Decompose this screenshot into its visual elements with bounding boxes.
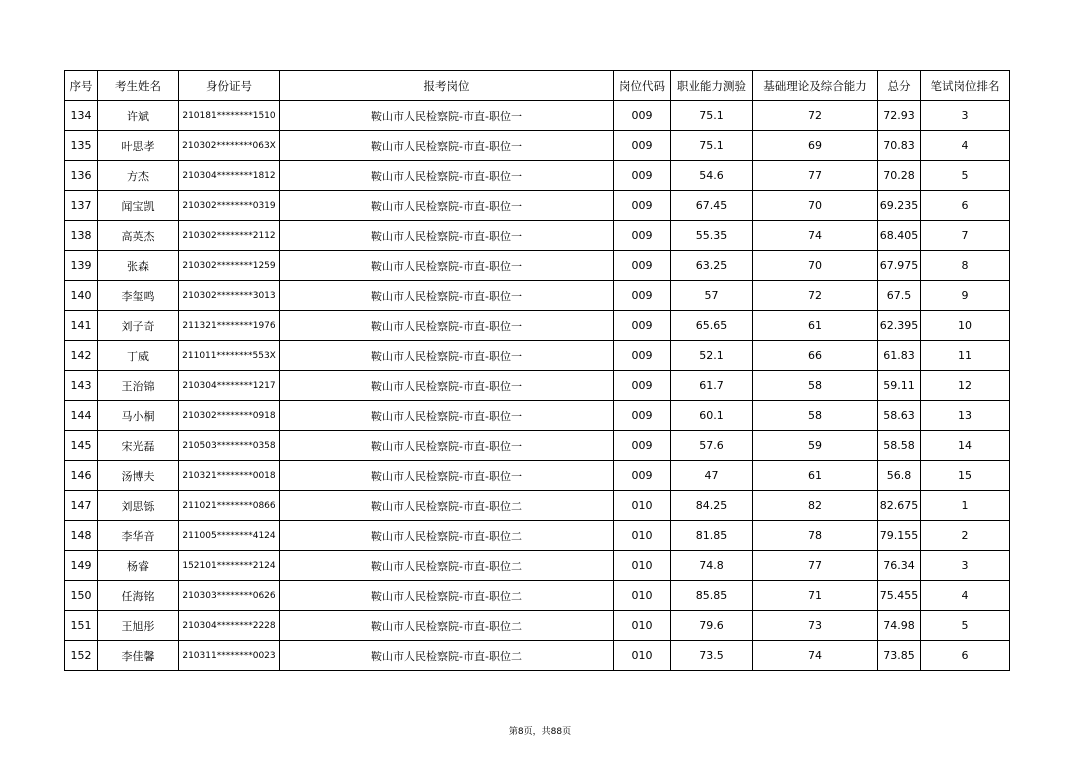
cell-basic-theory: 66 bbox=[753, 341, 878, 371]
cell-id-number: 210304********1217 bbox=[179, 371, 280, 401]
cell-total-score: 61.83 bbox=[878, 341, 921, 371]
cell-position: 鞍山市人民检察院-市直-职位二 bbox=[280, 611, 614, 641]
cell-seq: 134 bbox=[65, 101, 98, 131]
cell-position: 鞍山市人民检察院-市直-职位一 bbox=[280, 431, 614, 461]
cell-position: 鞍山市人民检察院-市直-职位二 bbox=[280, 521, 614, 551]
table-row bbox=[65, 431, 1010, 461]
cell-seq: 151 bbox=[65, 611, 98, 641]
table-row bbox=[65, 341, 1010, 371]
cell-position: 鞍山市人民检察院-市直-职位一 bbox=[280, 131, 614, 161]
cell-position-code: 009 bbox=[614, 311, 671, 341]
cell-aptitude-test: 55.35 bbox=[671, 221, 753, 251]
header-id-number: 身份证号 bbox=[179, 71, 280, 101]
cell-position: 鞍山市人民检察院-市直-职位一 bbox=[280, 311, 614, 341]
cell-position: 鞍山市人民检察院-市直-职位二 bbox=[280, 551, 614, 581]
cell-id-number: 152101********2124 bbox=[179, 551, 280, 581]
table-row bbox=[65, 551, 1010, 581]
cell-position: 鞍山市人民检察院-市直-职位一 bbox=[280, 221, 614, 251]
cell-aptitude-test: 57 bbox=[671, 281, 753, 311]
table-row bbox=[65, 311, 1010, 341]
cell-name: 高英杰 bbox=[98, 221, 179, 251]
cell-name: 马小桐 bbox=[98, 401, 179, 431]
cell-basic-theory: 58 bbox=[753, 371, 878, 401]
cell-aptitude-test: 84.25 bbox=[671, 491, 753, 521]
cell-seq: 150 bbox=[65, 581, 98, 611]
cell-position: 鞍山市人民检察院-市直-职位二 bbox=[280, 641, 614, 671]
cell-position-code: 009 bbox=[614, 281, 671, 311]
cell-name: 刘子奇 bbox=[98, 311, 179, 341]
cell-rank: 12 bbox=[921, 371, 1010, 401]
header-seq: 序号 bbox=[65, 71, 98, 101]
table-row bbox=[65, 461, 1010, 491]
cell-position-code: 009 bbox=[614, 221, 671, 251]
cell-seq: 144 bbox=[65, 401, 98, 431]
cell-rank: 15 bbox=[921, 461, 1010, 491]
cell-position-code: 010 bbox=[614, 551, 671, 581]
cell-basic-theory: 78 bbox=[753, 521, 878, 551]
cell-basic-theory: 73 bbox=[753, 611, 878, 641]
cell-aptitude-test: 57.6 bbox=[671, 431, 753, 461]
table-body bbox=[65, 101, 1010, 671]
cell-position: 鞍山市人民检察院-市直-职位一 bbox=[280, 341, 614, 371]
cell-position-code: 009 bbox=[614, 461, 671, 491]
cell-position: 鞍山市人民检察院-市直-职位一 bbox=[280, 281, 614, 311]
cell-name: 杨睿 bbox=[98, 551, 179, 581]
cell-id-number: 210321********0018 bbox=[179, 461, 280, 491]
cell-aptitude-test: 74.8 bbox=[671, 551, 753, 581]
table-header-row bbox=[65, 71, 1010, 101]
cell-position-code: 010 bbox=[614, 521, 671, 551]
cell-name: 李玺鸣 bbox=[98, 281, 179, 311]
cell-name: 丁威 bbox=[98, 341, 179, 371]
cell-total-score: 72.93 bbox=[878, 101, 921, 131]
cell-position-code: 009 bbox=[614, 371, 671, 401]
cell-position-code: 009 bbox=[614, 401, 671, 431]
cell-rank: 5 bbox=[921, 161, 1010, 191]
cell-id-number: 210302********0918 bbox=[179, 401, 280, 431]
cell-name: 刘思铄 bbox=[98, 491, 179, 521]
cell-id-number: 210303********0626 bbox=[179, 581, 280, 611]
cell-position: 鞍山市人民检察院-市直-职位一 bbox=[280, 101, 614, 131]
table-row bbox=[65, 161, 1010, 191]
table-row bbox=[65, 581, 1010, 611]
cell-position-code: 009 bbox=[614, 191, 671, 221]
cell-basic-theory: 59 bbox=[753, 431, 878, 461]
cell-total-score: 75.455 bbox=[878, 581, 921, 611]
cell-total-score: 73.85 bbox=[878, 641, 921, 671]
table-row bbox=[65, 371, 1010, 401]
cell-total-score: 76.34 bbox=[878, 551, 921, 581]
cell-name: 李佳馨 bbox=[98, 641, 179, 671]
cell-aptitude-test: 60.1 bbox=[671, 401, 753, 431]
cell-total-score: 74.98 bbox=[878, 611, 921, 641]
cell-total-score: 58.58 bbox=[878, 431, 921, 461]
cell-rank: 9 bbox=[921, 281, 1010, 311]
cell-id-number: 210311********0023 bbox=[179, 641, 280, 671]
cell-aptitude-test: 47 bbox=[671, 461, 753, 491]
cell-id-number: 210304********1812 bbox=[179, 161, 280, 191]
cell-seq: 145 bbox=[65, 431, 98, 461]
cell-basic-theory: 77 bbox=[753, 161, 878, 191]
cell-seq: 141 bbox=[65, 311, 98, 341]
cell-name: 任海铭 bbox=[98, 581, 179, 611]
cell-total-score: 70.28 bbox=[878, 161, 921, 191]
header-aptitude-test: 职业能力测验 bbox=[671, 71, 753, 101]
score-table bbox=[64, 70, 1010, 671]
table-row bbox=[65, 611, 1010, 641]
table-row bbox=[65, 641, 1010, 671]
cell-rank: 3 bbox=[921, 101, 1010, 131]
cell-basic-theory: 72 bbox=[753, 281, 878, 311]
cell-total-score: 59.11 bbox=[878, 371, 921, 401]
cell-rank: 4 bbox=[921, 581, 1010, 611]
cell-position: 鞍山市人民检察院-市直-职位一 bbox=[280, 191, 614, 221]
table-row bbox=[65, 281, 1010, 311]
cell-position-code: 009 bbox=[614, 251, 671, 281]
cell-name: 张森 bbox=[98, 251, 179, 281]
cell-total-score: 79.155 bbox=[878, 521, 921, 551]
cell-id-number: 210302********3013 bbox=[179, 281, 280, 311]
cell-basic-theory: 70 bbox=[753, 251, 878, 281]
cell-id-number: 210503********0358 bbox=[179, 431, 280, 461]
cell-total-score: 56.8 bbox=[878, 461, 921, 491]
cell-aptitude-test: 61.7 bbox=[671, 371, 753, 401]
table-row bbox=[65, 521, 1010, 551]
cell-id-number: 210302********2112 bbox=[179, 221, 280, 251]
cell-rank: 2 bbox=[921, 521, 1010, 551]
cell-basic-theory: 74 bbox=[753, 221, 878, 251]
cell-aptitude-test: 75.1 bbox=[671, 131, 753, 161]
cell-total-score: 68.405 bbox=[878, 221, 921, 251]
cell-seq: 137 bbox=[65, 191, 98, 221]
header-position-code: 岗位代码 bbox=[614, 71, 671, 101]
cell-name: 李华音 bbox=[98, 521, 179, 551]
cell-name: 王旭彤 bbox=[98, 611, 179, 641]
table-row bbox=[65, 251, 1010, 281]
cell-basic-theory: 71 bbox=[753, 581, 878, 611]
cell-rank: 7 bbox=[921, 221, 1010, 251]
cell-seq: 142 bbox=[65, 341, 98, 371]
cell-rank: 8 bbox=[921, 251, 1010, 281]
cell-aptitude-test: 54.6 bbox=[671, 161, 753, 191]
cell-total-score: 62.395 bbox=[878, 311, 921, 341]
cell-position-code: 009 bbox=[614, 341, 671, 371]
cell-seq: 143 bbox=[65, 371, 98, 401]
cell-name: 宋光磊 bbox=[98, 431, 179, 461]
cell-position: 鞍山市人民检察院-市直-职位一 bbox=[280, 461, 614, 491]
cell-position: 鞍山市人民检察院-市直-职位一 bbox=[280, 371, 614, 401]
cell-basic-theory: 69 bbox=[753, 131, 878, 161]
header-name: 考生姓名 bbox=[98, 71, 179, 101]
cell-position-code: 009 bbox=[614, 101, 671, 131]
cell-id-number: 210302********0319 bbox=[179, 191, 280, 221]
cell-basic-theory: 72 bbox=[753, 101, 878, 131]
cell-aptitude-test: 73.5 bbox=[671, 641, 753, 671]
cell-id-number: 210302********1259 bbox=[179, 251, 280, 281]
cell-total-score: 70.83 bbox=[878, 131, 921, 161]
cell-position: 鞍山市人民检察院-市直-职位一 bbox=[280, 251, 614, 281]
table-row bbox=[65, 221, 1010, 251]
cell-position: 鞍山市人民检察院-市直-职位一 bbox=[280, 401, 614, 431]
table-row bbox=[65, 131, 1010, 161]
cell-id-number: 210302********063X bbox=[179, 131, 280, 161]
cell-seq: 136 bbox=[65, 161, 98, 191]
cell-rank: 3 bbox=[921, 551, 1010, 581]
cell-seq: 139 bbox=[65, 251, 98, 281]
cell-aptitude-test: 52.1 bbox=[671, 341, 753, 371]
cell-total-score: 58.63 bbox=[878, 401, 921, 431]
cell-total-score: 69.235 bbox=[878, 191, 921, 221]
cell-rank: 5 bbox=[921, 611, 1010, 641]
cell-rank: 1 bbox=[921, 491, 1010, 521]
cell-aptitude-test: 79.6 bbox=[671, 611, 753, 641]
header-position: 报考岗位 bbox=[280, 71, 614, 101]
cell-aptitude-test: 67.45 bbox=[671, 191, 753, 221]
cell-rank: 10 bbox=[921, 311, 1010, 341]
cell-id-number: 211021********0866 bbox=[179, 491, 280, 521]
cell-total-score: 67.975 bbox=[878, 251, 921, 281]
table-row bbox=[65, 191, 1010, 221]
cell-id-number: 210181********1510 bbox=[179, 101, 280, 131]
cell-rank: 6 bbox=[921, 191, 1010, 221]
cell-position-code: 009 bbox=[614, 431, 671, 461]
cell-seq: 147 bbox=[65, 491, 98, 521]
cell-seq: 138 bbox=[65, 221, 98, 251]
cell-name: 方杰 bbox=[98, 161, 179, 191]
cell-position-code: 010 bbox=[614, 641, 671, 671]
cell-position: 鞍山市人民检察院-市直-职位二 bbox=[280, 491, 614, 521]
cell-basic-theory: 61 bbox=[753, 461, 878, 491]
cell-id-number: 211321********1976 bbox=[179, 311, 280, 341]
cell-id-number: 210304********2228 bbox=[179, 611, 280, 641]
cell-seq: 149 bbox=[65, 551, 98, 581]
cell-rank: 6 bbox=[921, 641, 1010, 671]
cell-seq: 152 bbox=[65, 641, 98, 671]
header-basic-theory: 基础理论及综合能力 bbox=[753, 71, 878, 101]
cell-position-code: 010 bbox=[614, 611, 671, 641]
cell-aptitude-test: 65.65 bbox=[671, 311, 753, 341]
cell-position: 鞍山市人民检察院-市直-职位一 bbox=[280, 161, 614, 191]
table-row bbox=[65, 101, 1010, 131]
cell-position: 鞍山市人民检察院-市直-职位二 bbox=[280, 581, 614, 611]
cell-basic-theory: 82 bbox=[753, 491, 878, 521]
cell-rank: 4 bbox=[921, 131, 1010, 161]
cell-rank: 14 bbox=[921, 431, 1010, 461]
cell-name: 王治锦 bbox=[98, 371, 179, 401]
page-footer: 第8页，共88页 bbox=[508, 727, 572, 737]
cell-name: 汤博夫 bbox=[98, 461, 179, 491]
cell-seq: 148 bbox=[65, 521, 98, 551]
cell-position-code: 010 bbox=[614, 581, 671, 611]
table-row bbox=[65, 491, 1010, 521]
cell-aptitude-test: 85.85 bbox=[671, 581, 753, 611]
cell-seq: 146 bbox=[65, 461, 98, 491]
cell-seq: 140 bbox=[65, 281, 98, 311]
cell-basic-theory: 70 bbox=[753, 191, 878, 221]
cell-position-code: 009 bbox=[614, 131, 671, 161]
cell-basic-theory: 58 bbox=[753, 401, 878, 431]
cell-total-score: 67.5 bbox=[878, 281, 921, 311]
cell-basic-theory: 74 bbox=[753, 641, 878, 671]
cell-name: 闻宝凯 bbox=[98, 191, 179, 221]
cell-id-number: 211011********553X bbox=[179, 341, 280, 371]
cell-name: 叶思孝 bbox=[98, 131, 179, 161]
table-row bbox=[65, 401, 1010, 431]
cell-name: 许斌 bbox=[98, 101, 179, 131]
cell-aptitude-test: 75.1 bbox=[671, 101, 753, 131]
cell-id-number: 211005********4124 bbox=[179, 521, 280, 551]
cell-total-score: 82.675 bbox=[878, 491, 921, 521]
cell-position-code: 009 bbox=[614, 161, 671, 191]
cell-rank: 11 bbox=[921, 341, 1010, 371]
cell-basic-theory: 61 bbox=[753, 311, 878, 341]
cell-position-code: 010 bbox=[614, 491, 671, 521]
cell-seq: 135 bbox=[65, 131, 98, 161]
header-total-score: 总分 bbox=[878, 71, 921, 101]
cell-aptitude-test: 63.25 bbox=[671, 251, 753, 281]
cell-aptitude-test: 81.85 bbox=[671, 521, 753, 551]
header-rank: 笔试岗位排名 bbox=[921, 71, 1010, 101]
cell-rank: 13 bbox=[921, 401, 1010, 431]
cell-basic-theory: 77 bbox=[753, 551, 878, 581]
